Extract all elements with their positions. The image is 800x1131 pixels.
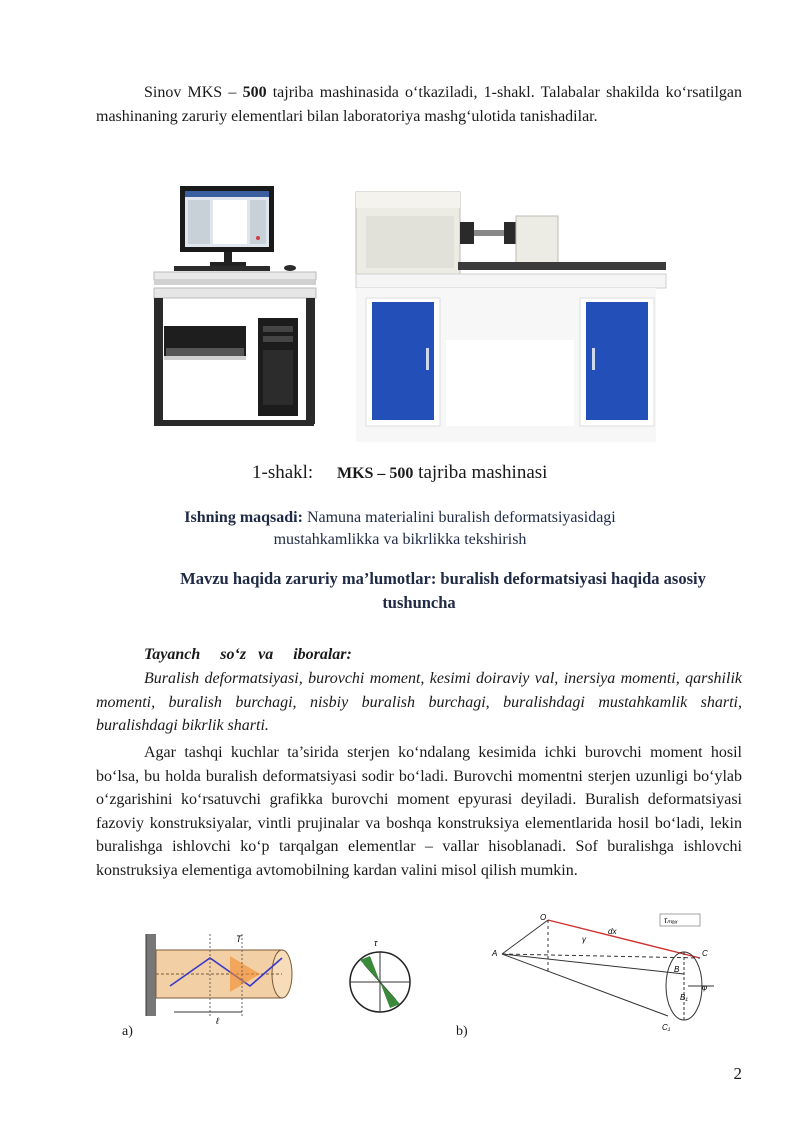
diagram-label-c: C xyxy=(702,949,708,958)
rotation-geometry-diagram xyxy=(488,912,724,1034)
subfigure-b-label: b) xyxy=(456,1024,468,1039)
torsion-bar-diagram xyxy=(140,928,300,1024)
intro-paragraph: Sinov MKS – 500 tajriba mashinasida o‘tkaziladi, 1-shakl. Talabalar shakilda ko‘rsatilgan mashinaning zaruriy elementlari bilan laboratoriya mashg‘ulotida tanishadilar. xyxy=(96,84,742,125)
diagram-label-a: A xyxy=(492,949,498,958)
diagram-label-tau: τ xyxy=(374,938,378,948)
keywords-list: Buralish deformatsiyasi, burovchi moment, kesimi doiraviy val, inersiya momenti, qarshilik momenti, buralish burchagi, nisbiy buralish burchagi, buralishdagi mustahkamlik sharti, buralishdagi bikrlik sharti. xyxy=(96,670,742,734)
keywords-title: Tayanch so‘z va iboralar: xyxy=(144,646,352,663)
diagram-label-o: O xyxy=(540,913,547,922)
testing-machine-image xyxy=(150,180,670,442)
diagram-label-taumax: τₘₐₓ xyxy=(664,916,678,925)
diagram-label-b1: B₁ xyxy=(680,993,688,1002)
page-number: 2 xyxy=(733,1064,742,1083)
goal-paragraph: Ishning maqsadi: Namuna materialini buralish deformatsiyasidagi mustahkamlikka va bikrlikka tekshirish xyxy=(184,509,616,548)
diagram-label-l: ℓ xyxy=(216,1016,219,1024)
diagram-label-phi: φ xyxy=(702,983,708,992)
torsion-machine xyxy=(356,192,666,442)
info-heading: Mavzu haqida zaruriy ma’lumotlar: buralish deformatsiyasi haqida asosiy tushuncha xyxy=(180,569,706,612)
body-paragraph: Agar tashqi kuchlar ta’sirida sterjen ko‘ndalang kesimida ichki burovchi moment hosil bo‘lsa, bu holda buralish deformatsiyasi sodir bo‘ladi. Burovchi momentni sterjen uzunligi bo‘ylab o‘zgarishini ko‘rsatuvchi grafikka burovchi moment epyurasi deyiladi. Buralish deformatsiyasi fazoviy konstruksiyalar, vintli prujinalar va boshqa konstruksiya elementlarida hosil bo‘ladi, lekin buralishga ishlovchi ko‘p tarqalgan elementlar – vallar hisoblanadi. Sof buralishga ishlovchi konstruksiya elementiga avtomobilning kardan valini misol qilish mumkin. xyxy=(96,744,742,879)
diagram-label-gamma: γ xyxy=(582,935,586,944)
figure-1-caption: 1-shakl: MKS – 500 tajriba mashinasi xyxy=(252,462,548,483)
diagram-label-c1: C₁ xyxy=(662,1023,671,1032)
subfigure-a-label: a) xyxy=(122,1024,133,1039)
diagram-label-t: T xyxy=(236,934,242,944)
cross-section-stress-diagram xyxy=(340,932,420,1024)
diagram-label-dx: dx xyxy=(608,927,617,936)
diagram-label-b: B xyxy=(674,965,680,974)
computer-desk xyxy=(154,186,316,426)
